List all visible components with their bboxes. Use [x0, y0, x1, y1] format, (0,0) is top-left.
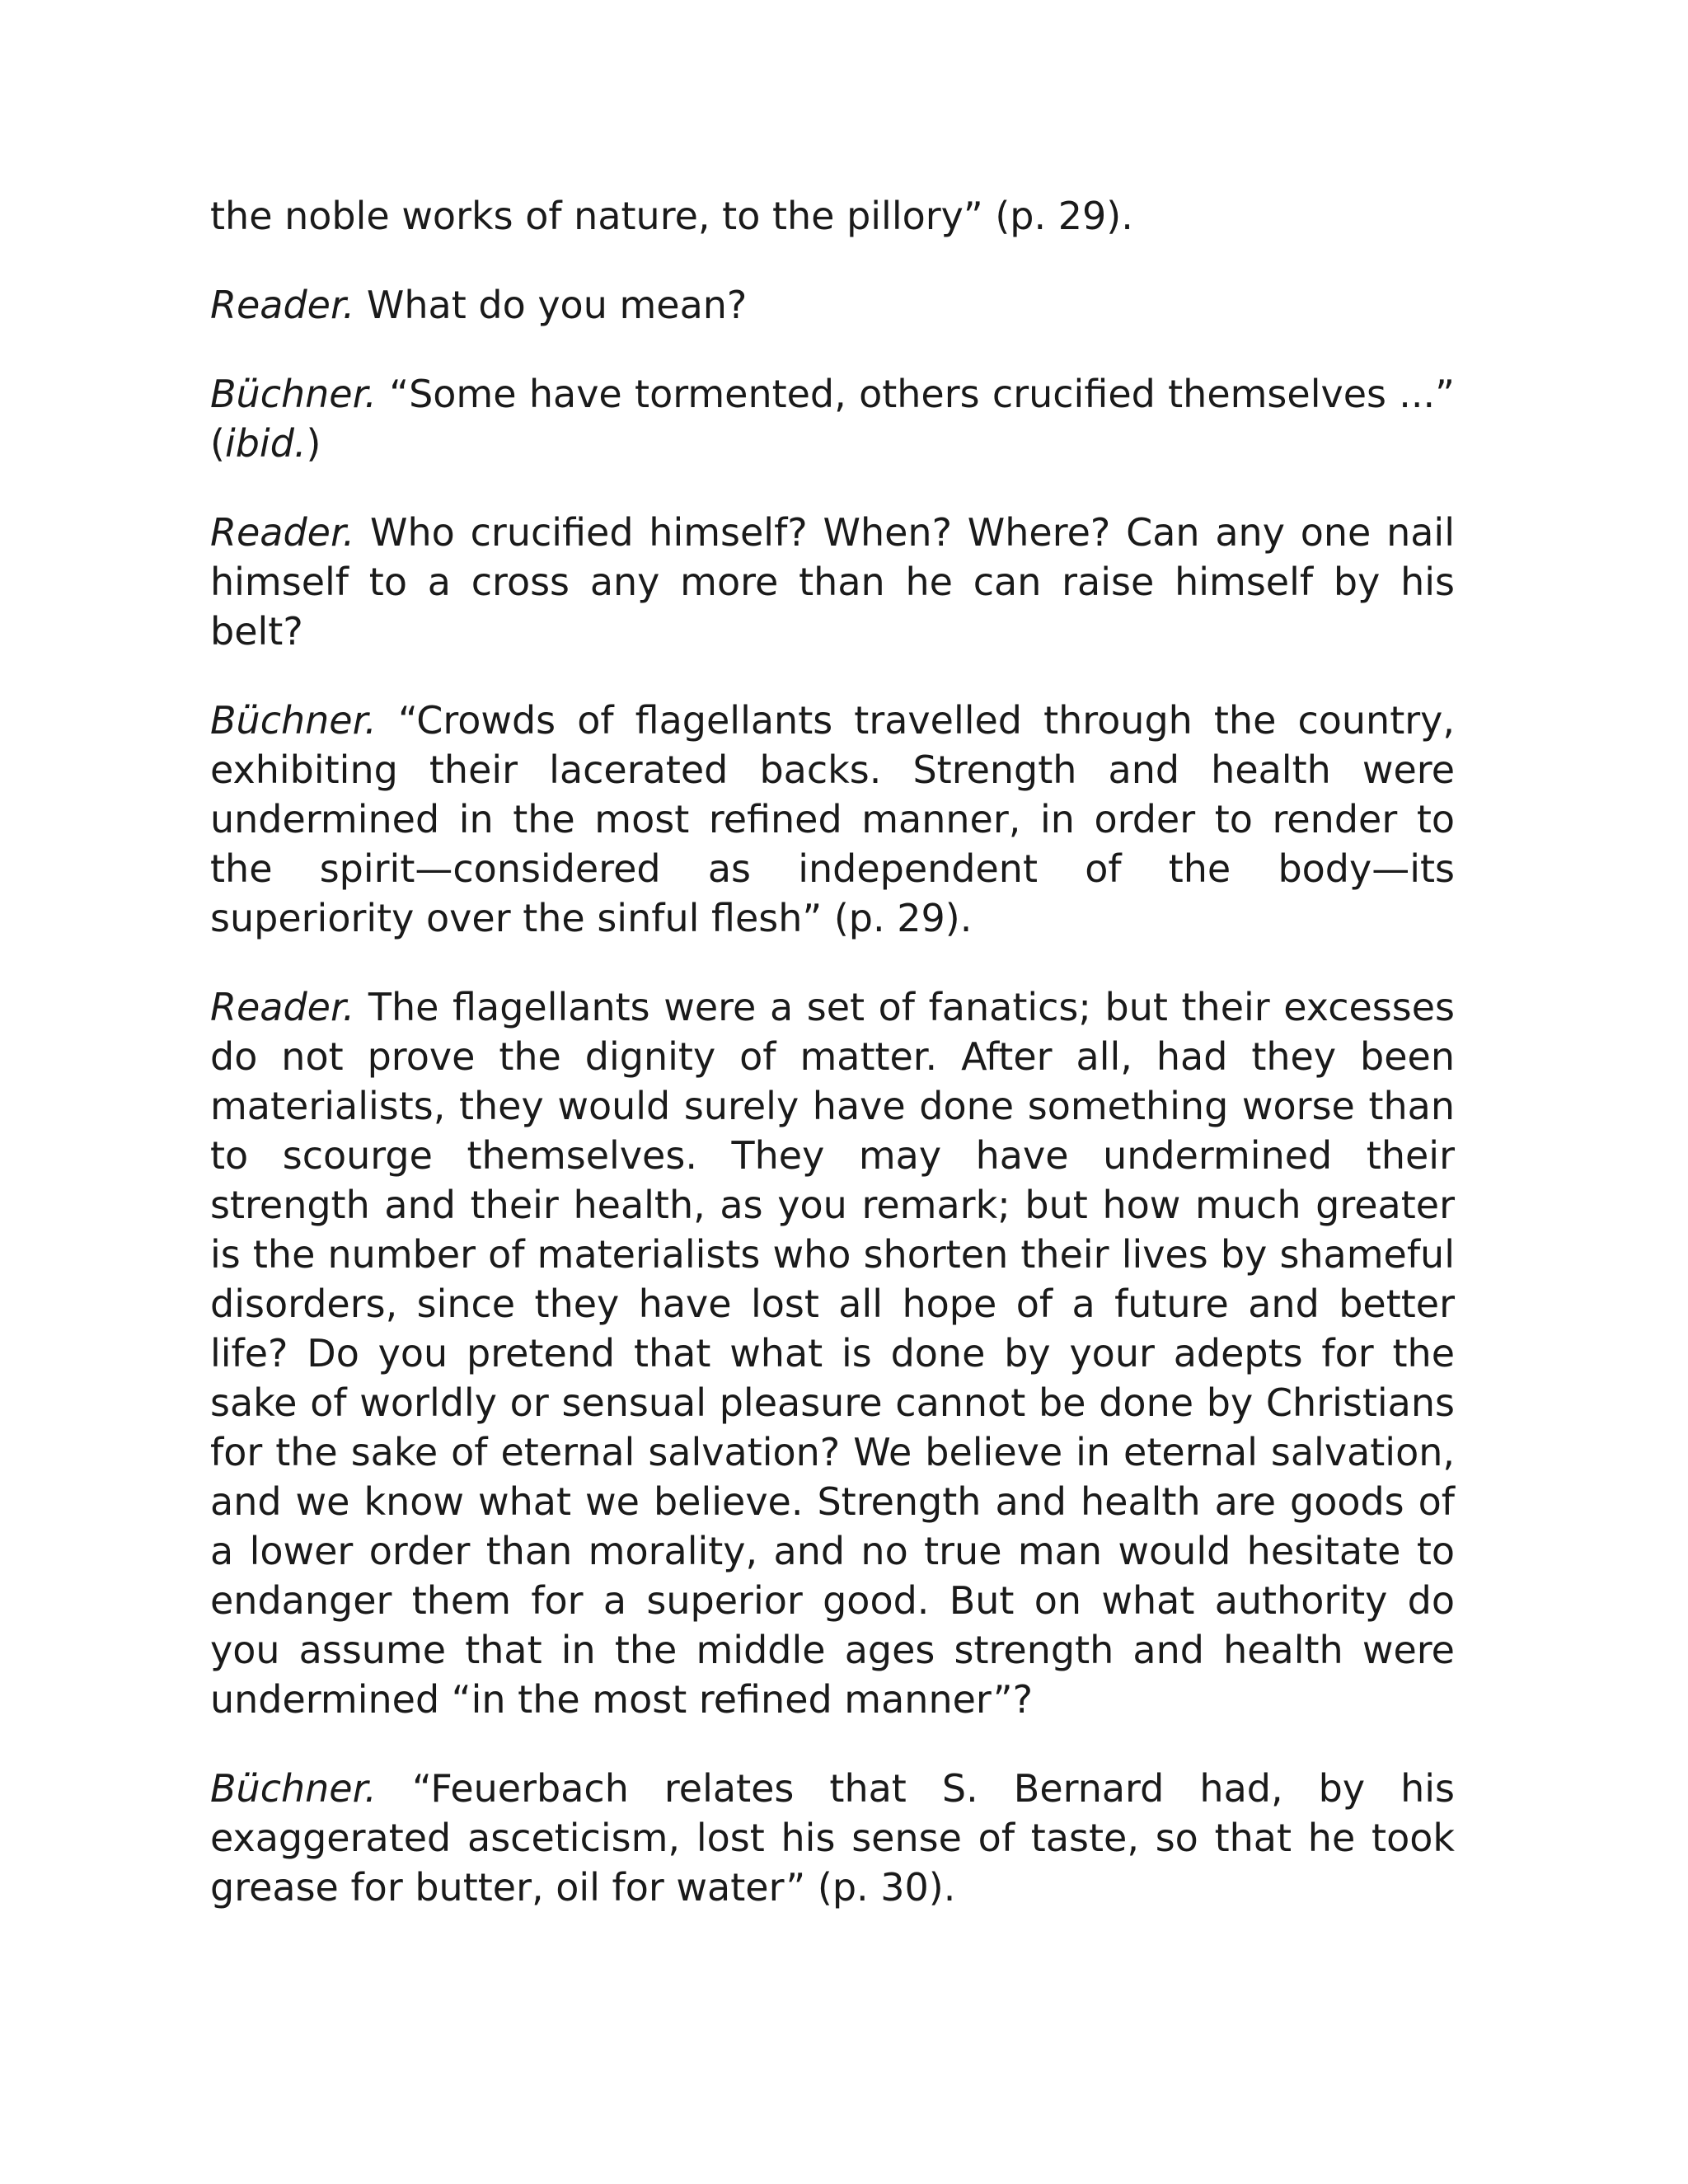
- paragraph-text: Who crucified himself? When? Where? Can any one nail himself to a cross any more than he can raise himself by his belt?: [210, 510, 1455, 654]
- paragraph-2: [210, 280, 1455, 330]
- paragraph-text: What do you mean?: [354, 283, 748, 327]
- speaker-label: Büchner.: [210, 1766, 377, 1811]
- speaker-label: Reader.: [210, 510, 355, 555]
- paragraph-text: “Feuerbach relates that S. Bernard had, by his exaggerated asceticism, lost his sense of taste, so that he took grease for butter, oil for water” (p. 30).: [210, 1766, 1455, 1910]
- paragraph-6: [210, 982, 1455, 1724]
- ibid-citation: ibid.: [224, 421, 307, 466]
- speaker-label: Reader.: [210, 283, 355, 327]
- speaker-label: Reader.: [210, 985, 355, 1029]
- paragraph-7: [210, 1764, 1455, 1912]
- paragraph-4: [210, 508, 1455, 656]
- paragraph-text: the noble works of nature, to the pillory” (p. 29).: [210, 194, 1133, 238]
- paragraph-1: [210, 191, 1455, 241]
- paragraph-text: The flagellants were a set of fanatics; but their excesses do not prove the dignity of matter. After all, had they been materialists, they would surely have done something worse than to scourge themselves. They may have undermined their strength and their health, as you remark; but how much greater is the number of materialists who shorten their lives by shameful disorders, since they have lost all hope of a future and better life? Do you pretend that what is done by your adepts for the sake of worldly or sensual pleasure cannot be done by Christians for the sake of eternal salvation? We believe in eternal salvation, and we know what we believe. Strength and health are goods of a lower order than morality, and no true man would hesitate to endanger them for a superior good. But on what authority do you assume that in the middle ages strength and health were undermined “in the most refined manner”?: [210, 985, 1455, 1722]
- speaker-label: Büchner.: [210, 698, 377, 743]
- paragraph-3: [210, 369, 1455, 468]
- document-page: [210, 191, 1455, 1952]
- paragraph-tail: ): [306, 421, 321, 466]
- speaker-label: Büchner.: [210, 372, 377, 416]
- paragraph-text: “Some have tormented, others crucified themselves ...” (: [210, 372, 1455, 466]
- paragraph-text: “Crowds of flagellants travelled through the country, exhibiting their lacerated backs. Strength and health were undermined in the most refined manner, in order to render to the spirit—considered as independent of the body—its superiority over the sinful flesh” (p. 29).: [210, 698, 1455, 940]
- paragraph-5: [210, 696, 1455, 943]
